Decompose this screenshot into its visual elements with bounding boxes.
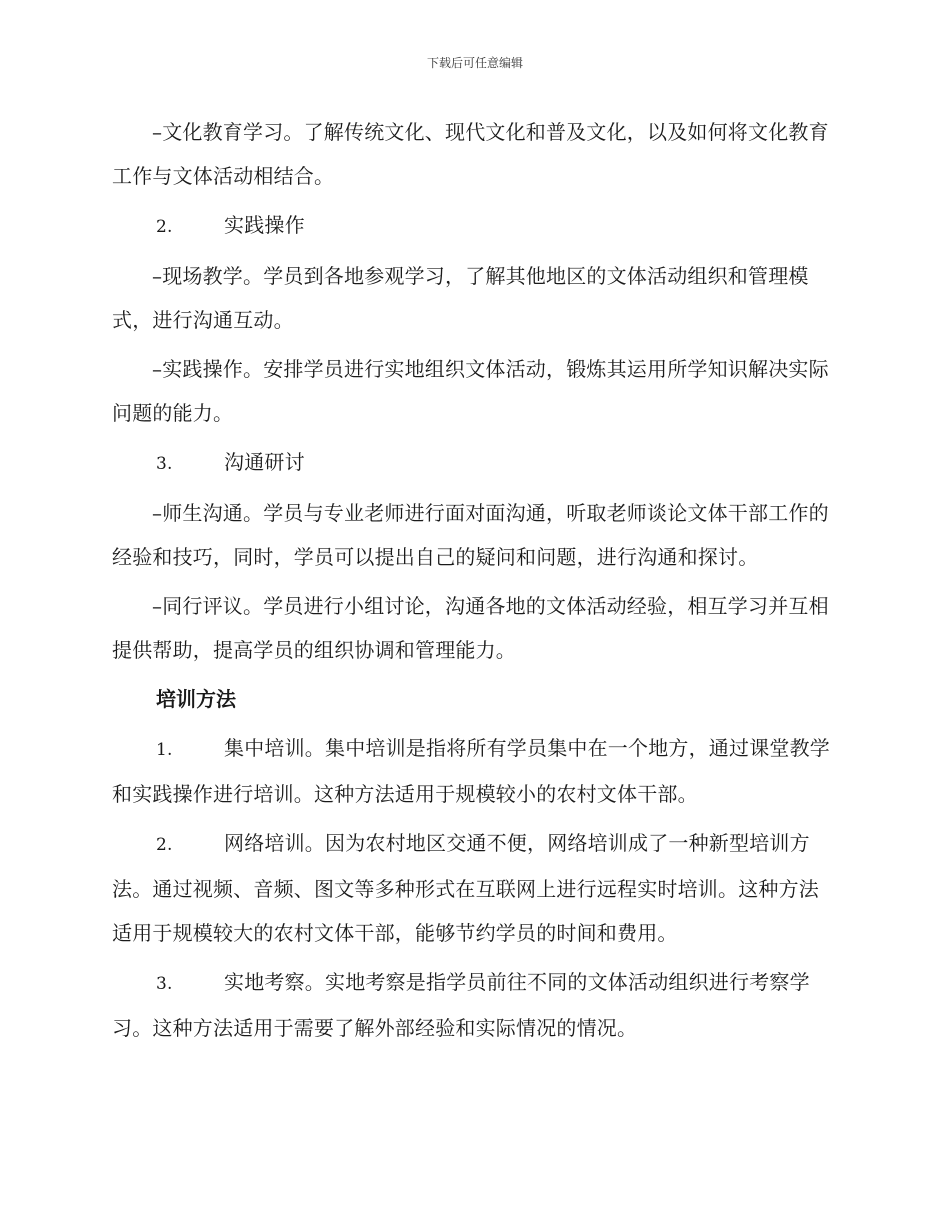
paragraph-practice-operation: –实践操作。安排学员进行实地组织文体活动，锻炼其运用所学知识解决实际问题的能力。: [112, 357, 829, 425]
list-item-online-training: [112, 821, 837, 955]
list-item-text: 沟通研讨: [224, 450, 305, 474]
list-number: 2.: [156, 217, 173, 237]
paragraph-culture-education: –文化教育学习。了解传统文化、现代文化和普及文化，以及如何将文化教育工作与文体活动相结合。: [112, 120, 829, 188]
paragraph-field-teaching: –现场教学。学员到各地参观学习，了解其他地区的文体活动组织和管理模式，进行沟通互动。: [112, 264, 809, 332]
list-number: 2.: [156, 835, 173, 855]
page-header-note: 下载后可任意编辑: [426, 56, 523, 70]
document-body: [112, 110, 837, 1055]
list-number: 1.: [156, 740, 173, 760]
list-item-text: 网络培训。因为农村地区交通不便，网络培训成了一种新型培训方法。通过视频、音频、图文等多种形式在互联网上进行远程实时培训。这种方法适用于规模较大的农村文体干部，能够节约学员的时间和费用。: [112, 831, 819, 945]
list-number: 3.: [156, 454, 173, 474]
paragraph-peer-review: –同行评议。学员进行小组讨论，沟通各地的文体活动经验，相互学习并互相提供帮助，提高学员的组织协调和管理能力。: [112, 594, 829, 662]
list-number: 3.: [156, 974, 173, 994]
list-item-text: 实地考察。实地考察是指学员前往不同的文体活动组织进行考察学习。这种方法适用于需要了解外部经验和实际情况的情况。: [112, 970, 810, 1040]
list-item-centralized-training: [112, 726, 837, 816]
list-item-text: 实践操作: [224, 213, 305, 237]
paragraph-teacher-student: –师生沟通。学员与专业老师进行面对面沟通，听取老师谈论文体干部工作的经验和技巧，同时，学员可以提出自己的疑问和问题，进行沟通和探讨。: [112, 501, 829, 569]
list-item-text: 集中培训。集中培训是指将所有学员集中在一个地方，通过课堂教学和实践操作进行培训。这种方法适用于规模较小的农村文体干部。: [112, 736, 830, 806]
section-heading-training-methods: 培训方法: [156, 687, 236, 711]
list-item-discussion: [112, 440, 837, 486]
list-item-field-study: [112, 960, 837, 1050]
list-item-practice: [112, 203, 837, 249]
